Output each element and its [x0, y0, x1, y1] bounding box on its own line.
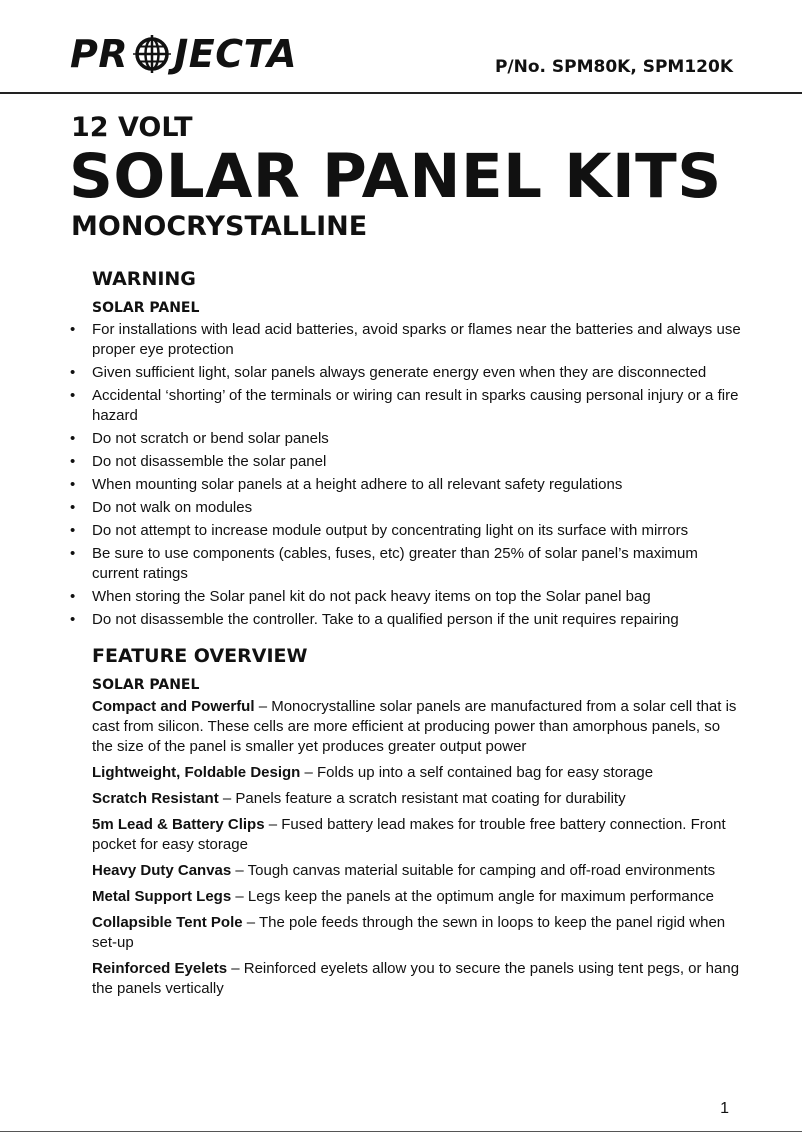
- bullet-icon: •: [70, 522, 76, 539]
- warning-item: [70, 320, 742, 360]
- bullet-icon: •: [70, 499, 76, 516]
- feature-item: [92, 789, 742, 809]
- warning-item-text: Do not scratch or bend solar panels: [92, 430, 329, 447]
- part-number: P/No. SPM80K, SPM120K: [494, 57, 733, 77]
- warning-item-text: Do not walk on modules: [92, 499, 253, 516]
- feature-name: Scratch Resistant: [92, 790, 219, 807]
- warning-item-text: For installations with lead acid batteries, avoid sparks or flames near the batteries and always use proper eye protection: [92, 321, 741, 358]
- feature-description: – Panels feature a scratch resistant mat coating for durability: [218, 790, 626, 807]
- warning-item: [70, 587, 742, 607]
- warning-subheading: SOLAR PANEL: [92, 300, 200, 316]
- feature-item: [92, 861, 742, 881]
- feature-description: – The pole feeds through the sewn in loops to keep the panel rigid when set-up: [92, 914, 726, 951]
- feature-name: Compact and Powerful: [92, 698, 255, 715]
- bullet-icon: •: [70, 430, 76, 447]
- feature-item: [92, 887, 742, 907]
- bullet-icon: •: [70, 321, 76, 338]
- warning-item: [70, 386, 742, 426]
- warning-heading: WARNING: [92, 268, 196, 290]
- bullet-icon: •: [70, 453, 76, 470]
- page-title: SOLAR PANEL KITS: [69, 141, 722, 212]
- logo-text-left: PR: [70, 32, 129, 76]
- warning-item-text: When mounting solar panels at a height adhere to all relevant safety regulations: [92, 476, 623, 493]
- warning-item: [70, 544, 742, 584]
- warning-item: [70, 452, 742, 472]
- main-content: [70, 266, 742, 1005]
- title-voltage: 12 VOLT: [71, 112, 193, 143]
- warning-item: [70, 610, 742, 630]
- footer-divider: [0, 1131, 802, 1132]
- page-number: 1: [720, 1100, 729, 1117]
- feature-description: – Tough canvas material suitable for camping and off-road environments: [231, 862, 716, 879]
- warning-item: [70, 363, 742, 383]
- feature-item: [92, 697, 742, 757]
- feature-name: Collapsible Tent Pole: [92, 914, 243, 931]
- bullet-icon: •: [70, 387, 76, 404]
- feature-name: 5m Lead & Battery Clips: [92, 816, 265, 833]
- logo-text-right: JECTA: [174, 32, 297, 76]
- warning-item-text: Do not disassemble the controller. Take to a qualified person if the unit requires repairing: [92, 611, 679, 628]
- warning-item-text: Do not attempt to increase module output by concentrating light on its surface with mirrors: [92, 522, 689, 539]
- warning-item-text: Given sufficient light, solar panels always generate energy even when they are disconnected: [92, 364, 707, 381]
- feature-description: – Fused battery lead makes for trouble free battery connection. Front pocket for easy storage: [92, 816, 726, 853]
- feature-item: [92, 959, 742, 999]
- feature-description: – Monocrystalline solar panels are manufactured from a solar cell that is cast from silicon. These cells are more efficient at producing power than amorphous panels, so the size of the panel is smaller yet produces greater output power: [92, 698, 737, 755]
- warning-item: [70, 429, 742, 449]
- bullet-icon: •: [70, 476, 76, 493]
- feature-name: Lightweight, Foldable Design: [92, 764, 301, 781]
- feature-subheading: SOLAR PANEL: [92, 677, 200, 693]
- feature-description: – Legs keep the panels at the optimum angle for maximum performance: [231, 888, 714, 905]
- feature-name: Metal Support Legs: [92, 888, 232, 905]
- warning-item-text: When storing the Solar panel kit do not pack heavy items on top the Solar panel bag: [92, 588, 651, 605]
- feature-item: [92, 815, 742, 855]
- section-gap: [92, 633, 742, 643]
- bullet-icon: •: [70, 364, 76, 381]
- page-header: [0, 0, 802, 95]
- feature-list: [92, 697, 742, 999]
- bullet-icon: •: [70, 545, 76, 562]
- feature-description: – Folds up into a self contained bag for easy storage: [300, 764, 654, 781]
- feature-item: [92, 763, 742, 783]
- title-type: MONOCRYSTALLINE: [71, 211, 368, 242]
- bullet-icon: •: [70, 611, 76, 628]
- globe-icon: [132, 34, 172, 74]
- warning-item: [70, 498, 742, 518]
- warning-item: [70, 475, 742, 495]
- feature-heading: FEATURE OVERVIEW: [92, 645, 308, 667]
- feature-item: [92, 913, 742, 953]
- projecta-logo: [70, 32, 297, 76]
- warning-item: [70, 521, 742, 541]
- feature-description: – Reinforced eyelets allow you to secure the panels using tent pegs, or hang the panels vertically: [92, 960, 740, 997]
- feature-name: Reinforced Eyelets: [92, 960, 228, 977]
- feature-name: Heavy Duty Canvas: [92, 862, 232, 879]
- warning-item-text: Do not disassemble the solar panel: [92, 453, 327, 470]
- bullet-icon: •: [70, 588, 76, 605]
- warning-item-text: Accidental ‘shorting’ of the terminals or wiring can result in sparks causing personal injury or a fire hazard: [92, 387, 739, 424]
- warning-list: [70, 320, 742, 630]
- header-divider: [0, 92, 802, 94]
- warning-item-text: Be sure to use components (cables, fuses, etc) greater than 25% of solar panel’s maximum current ratings: [92, 545, 698, 582]
